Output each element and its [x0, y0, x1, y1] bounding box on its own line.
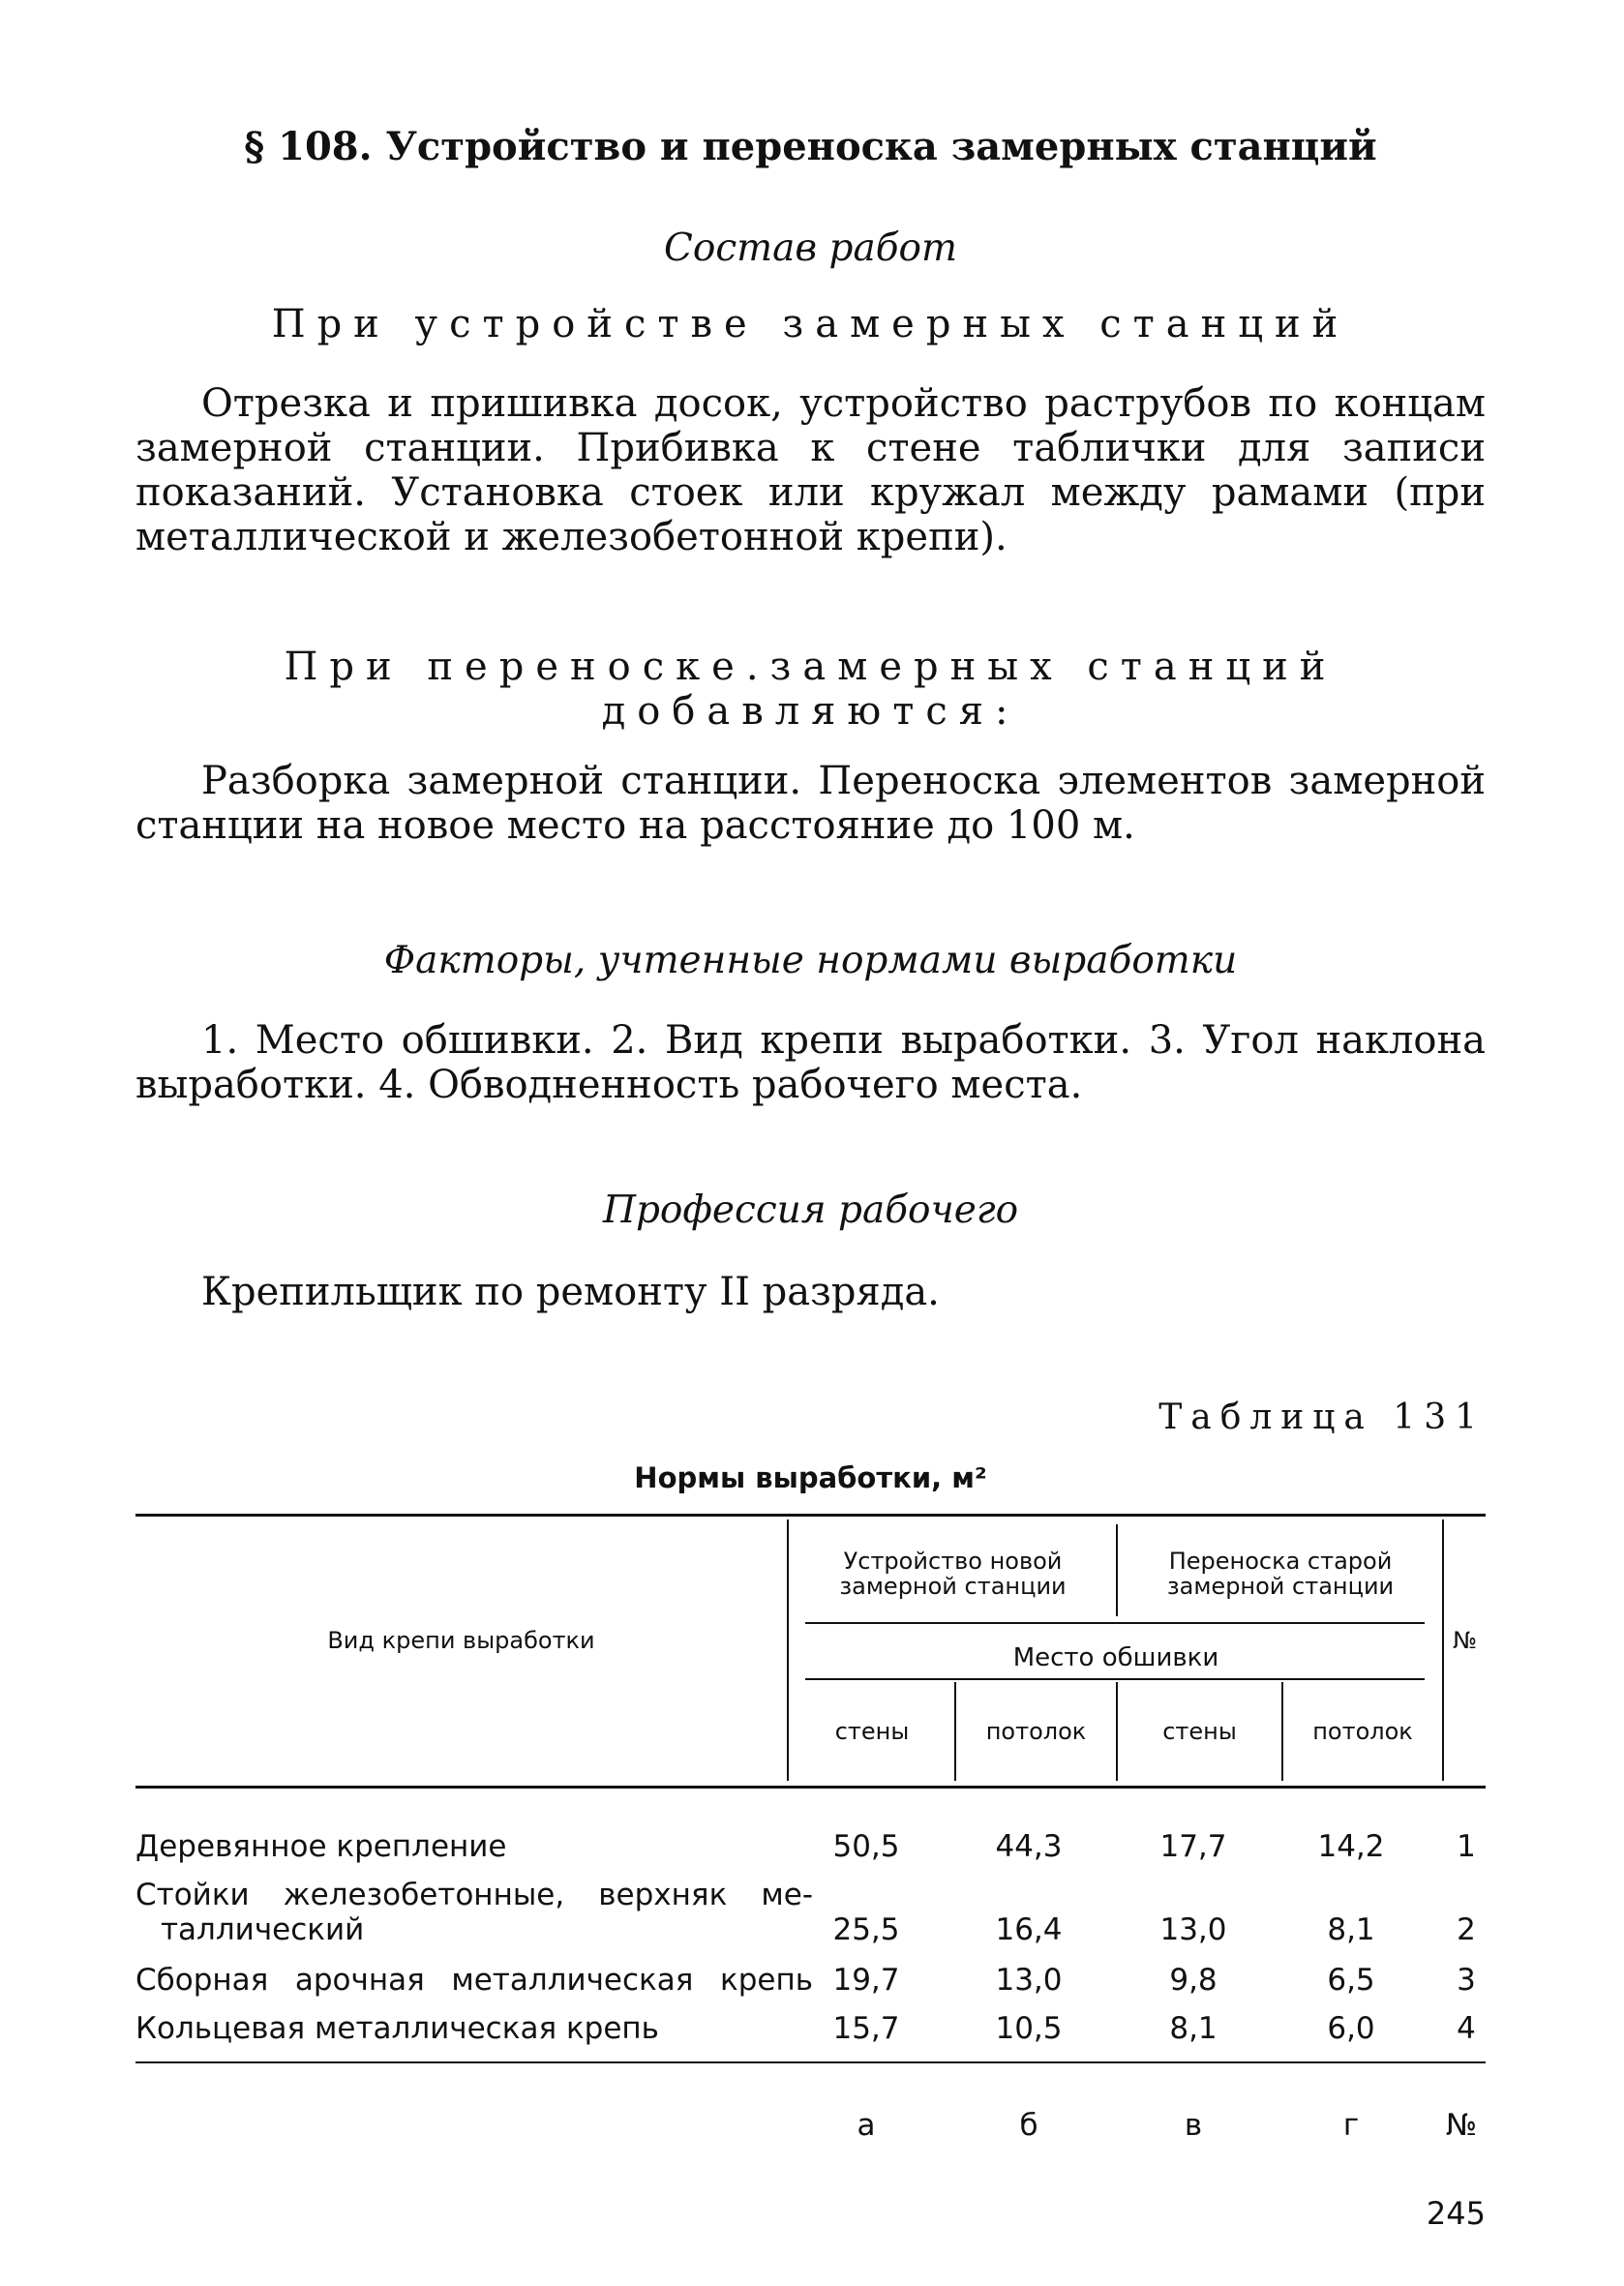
table-cell: 2 — [1457, 1912, 1476, 1947]
table-cell: 3 — [1457, 1963, 1476, 1998]
page — [135, 0, 1486, 2286]
col-ceiling-header: потолок — [985, 1718, 1087, 1745]
table-row-name: Сборная арочная металлическая крепь — [135, 1963, 813, 1998]
table-cell: 15,7 — [832, 2011, 900, 2046]
table-header-rule — [135, 1786, 1486, 1789]
profession-heading: Профессия рабочего — [602, 1188, 1019, 1232]
transfer-text: Разборка замерной станции. Переноска элементов замерной станции на новое место на расстояние до 100 м. — [135, 759, 1486, 848]
table-footer-cell: в — [1184, 2108, 1203, 2143]
transfer-heading: При переноске.замерных станций — [284, 645, 1338, 689]
table-cell: 16,4 — [995, 1912, 1063, 1947]
table-cell: 4 — [1457, 2011, 1476, 2046]
col-place-header: Место обшивки — [1012, 1643, 1219, 1672]
table-top-rule — [135, 1514, 1486, 1517]
header-place-rule — [805, 1678, 1425, 1680]
header-divider — [1116, 1524, 1118, 1616]
table-cell: 10,5 — [995, 2011, 1063, 2046]
table-cell: 19,7 — [832, 1963, 900, 1998]
table-cell: 14,2 — [1317, 1829, 1385, 1864]
col-num-header: № — [1453, 1627, 1477, 1654]
table-cell: 6,5 — [1327, 1963, 1375, 1998]
col-group-new-header: Устройство новой замерной станции — [839, 1548, 1067, 1600]
table-cell: 13,0 — [1159, 1912, 1227, 1947]
profession-text: Крепильщик по ремонту II разряда. — [201, 1270, 940, 1314]
factors-text: 1. Место обшивки. 2. Вид крепи выработки. 3. Угол наклона выработки. 4. Обводненность рабочего места. — [135, 1018, 1486, 1107]
table-cell: 13,0 — [995, 1963, 1063, 1998]
table-cell: 9,8 — [1169, 1963, 1218, 1998]
section-title: § 108. Устройство и переноска замерных станций — [244, 124, 1377, 169]
table-cell: 50,5 — [832, 1829, 900, 1864]
table-cell: 8,1 — [1327, 1912, 1375, 1947]
header-divider — [787, 1519, 789, 1781]
table-row-name-cont: таллический — [161, 1912, 365, 1947]
transfer-heading-line2: добавляются: — [601, 689, 1020, 734]
factors-heading: Факторы, учтенные нормами выработки — [383, 939, 1238, 982]
table-row-name: Деревянное крепление — [135, 1829, 507, 1864]
table-cell: 44,3 — [995, 1829, 1063, 1864]
col-ceiling-header: потолок — [1312, 1718, 1413, 1745]
col-walls-header: стены — [834, 1718, 910, 1745]
table-footer-cell: г — [1342, 2108, 1360, 2143]
table-footer-cell: № — [1445, 2108, 1478, 2143]
table-label: Таблица 131 — [1158, 1398, 1486, 1437]
col-walls-header: стены — [1162, 1718, 1237, 1745]
table-cell: 1 — [1457, 1829, 1476, 1864]
table-row-name: Кольцевая металлическая крепь — [135, 2011, 659, 2046]
install-heading: При устройстве замерных станций — [271, 302, 1350, 346]
header-group-rule — [805, 1622, 1425, 1624]
table-title: Нормы выработки, м² — [634, 1461, 987, 1494]
table-cell: 17,7 — [1159, 1829, 1227, 1864]
composition-heading: Состав работ — [664, 226, 957, 270]
table-row-name: Стойки железобетонные, верхняк ме- — [135, 1878, 813, 1912]
table-bottom-rule — [135, 2061, 1486, 2063]
install-text: Отрезка и пришивка досок, устройство раструбов по концам замерной станции. Прибивка к стене таблички для записи показаний. Установка стоек или кружал между рамами (при металлической и железобетонной крепи). — [135, 381, 1486, 559]
col-type-header: Вид крепи выработки — [327, 1627, 595, 1654]
table-cell: 6,0 — [1327, 2011, 1375, 2046]
table-cell: 8,1 — [1169, 2011, 1218, 2046]
table-footer-cell: а — [857, 2108, 876, 2143]
page-number: 245 — [1426, 2195, 1486, 2232]
col-group-old-header: Переноска старой замерной станции — [1166, 1548, 1395, 1600]
table-cell: 25,5 — [832, 1912, 900, 1947]
table-footer-cell: б — [1019, 2108, 1038, 2143]
